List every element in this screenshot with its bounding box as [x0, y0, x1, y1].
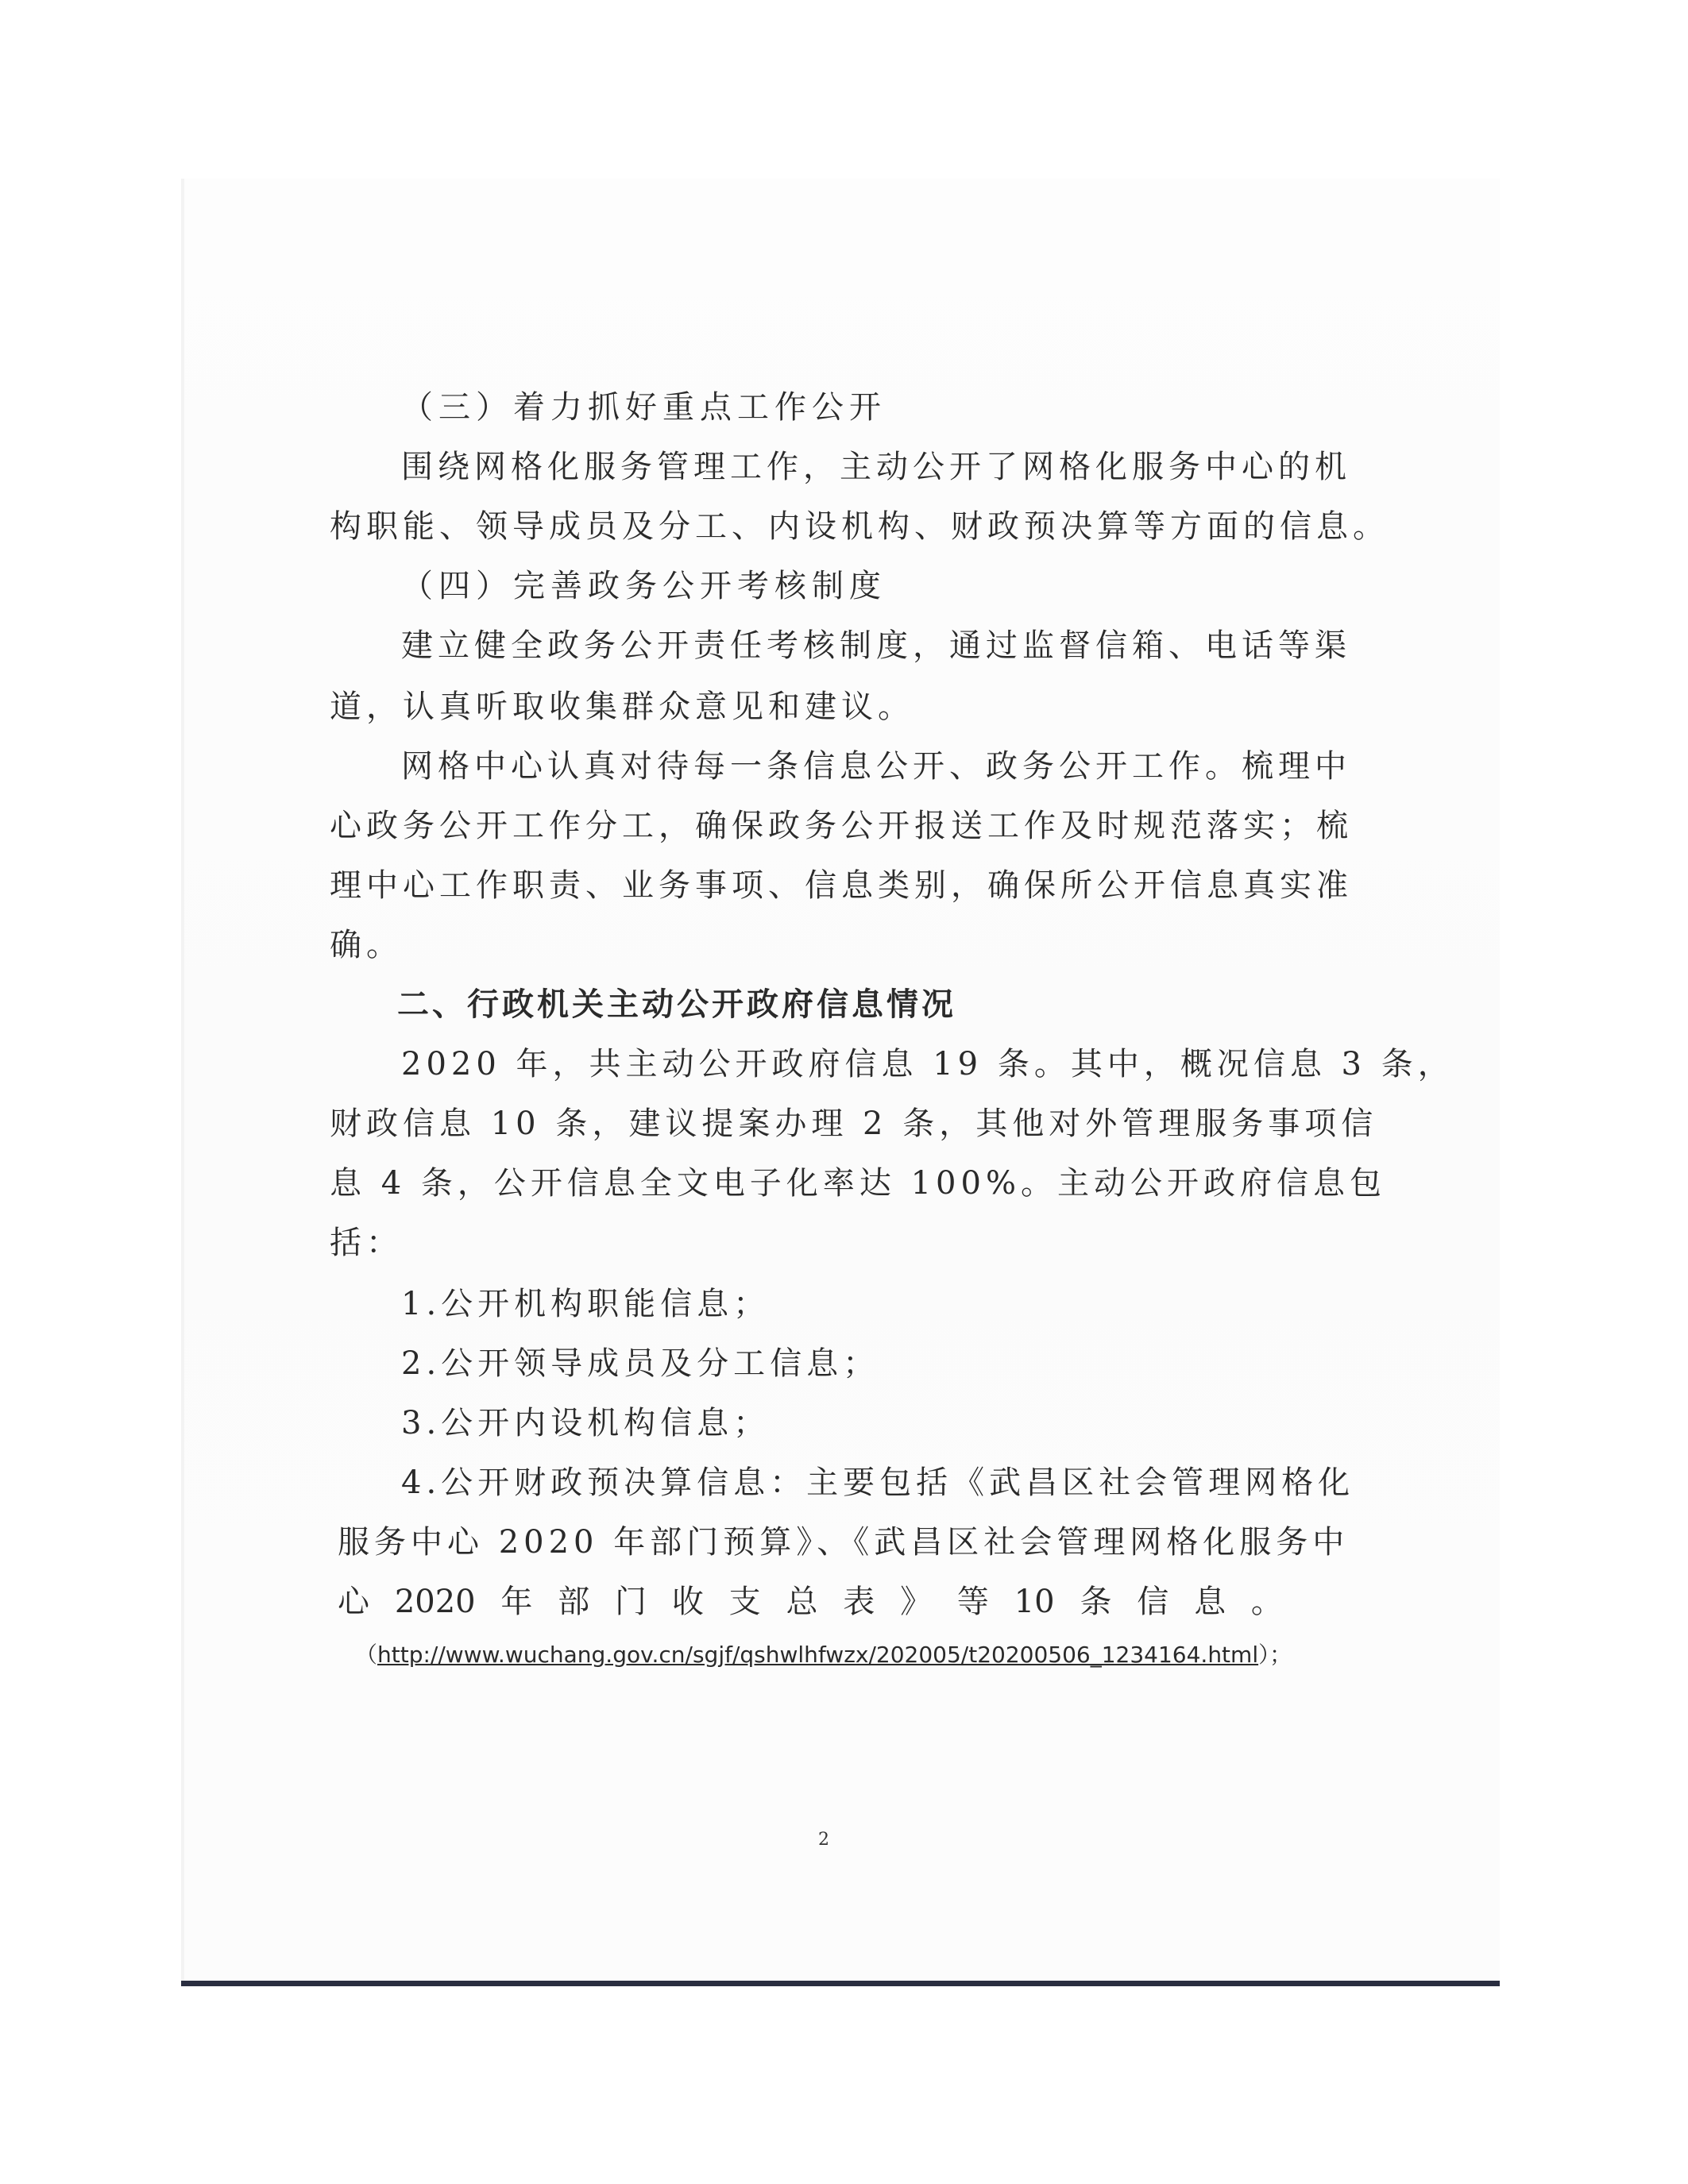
- part2-paragraph-line: 息 4 条，公开信息全文电子化率达 100%。主动公开政府信息包: [330, 1165, 1386, 1202]
- section4-paragraph-line: 确。: [330, 927, 403, 963]
- justified-word: 》: [900, 1584, 933, 1620]
- url-open-paren: （: [355, 1642, 378, 1668]
- list-item: 2.公开领导成员及分工信息；: [401, 1345, 880, 1382]
- url-close-paren: ）；: [1258, 1642, 1292, 1668]
- justified-word: 门: [615, 1584, 647, 1620]
- justified-word: 支: [728, 1584, 761, 1620]
- justified-word: 收: [671, 1584, 704, 1620]
- section4-paragraph-line: 道，认真听取收集群众意见和建议。: [330, 689, 914, 725]
- section3-paragraph-line: 围绕网格化服务管理工作，主动公开了网格化服务中心的机: [401, 449, 1351, 485]
- part2-paragraph-line: 2020 年，共主动公开政府信息 19 条。其中，概况信息 3 条，: [401, 1046, 1454, 1082]
- page-number: 2: [818, 1830, 829, 1850]
- section4-paragraph-line: 理中心工作职责、业务事项、信息类别，确保所公开信息真实准: [330, 867, 1353, 904]
- list-item: 1.公开机构职能信息；: [401, 1286, 771, 1322]
- justified-word: 信: [1137, 1584, 1169, 1620]
- list-item-4-line: 服务中心 2020 年部门预算》、《武昌区社会管理网格化服务中: [338, 1524, 1350, 1561]
- section4-paragraph-line: 网格中心认真对待每一条信息公开、政务公开工作。梳理中: [401, 748, 1351, 785]
- section3-heading: （三）着力抓好重点工作公开: [401, 389, 886, 426]
- source-url-line: [355, 1639, 1292, 1671]
- list-item: 3.公开内设机构信息；: [401, 1405, 771, 1441]
- justified-word: 息: [1194, 1584, 1226, 1620]
- justified-word: 条: [1080, 1584, 1112, 1620]
- part2-paragraph-line: 括：: [330, 1225, 403, 1261]
- list-item-4-line: 4.公开财政预决算信息：主要包括《武昌区社会管理网格化: [401, 1464, 1355, 1501]
- justified-word: 总: [786, 1584, 818, 1620]
- list-item-4-justified-line: [338, 1582, 1283, 1622]
- section4-paragraph-line: 建立健全政务公开责任考核制度，通过监督信箱、电话等渠: [401, 627, 1351, 664]
- justified-word: 表: [843, 1584, 875, 1620]
- justified-word: 部: [558, 1584, 590, 1620]
- justified-word: 2020: [394, 1584, 476, 1620]
- justified-word: 10: [1014, 1584, 1055, 1620]
- section3-paragraph-line: 构职能、领导成员及分工、内设机构、财政预决算等方面的信息。: [330, 508, 1389, 545]
- section4-heading: （四）完善政务公开考核制度: [401, 568, 886, 604]
- justified-word: 等: [956, 1584, 989, 1620]
- justified-word: 心: [338, 1584, 369, 1620]
- source-url-link[interactable]: http://www.wuchang.gov.cn/sgjf/qshwlhfwzx/202005/t20200506_1234164.html: [377, 1642, 1259, 1668]
- justified-word: 。: [1250, 1584, 1283, 1620]
- part2-paragraph-line: 财政信息 10 条，建议提案办理 2 条，其他对外管理服务事项信: [330, 1106, 1378, 1142]
- part2-heading: 二、行政机关主动公开政府信息情况: [397, 986, 956, 1023]
- justified-word: 年: [500, 1584, 533, 1620]
- section4-paragraph-line: 心政务公开工作分工，确保政务公开报送工作及时规范落实；梳: [330, 808, 1353, 844]
- page-bottom-edge: [181, 1981, 1500, 1986]
